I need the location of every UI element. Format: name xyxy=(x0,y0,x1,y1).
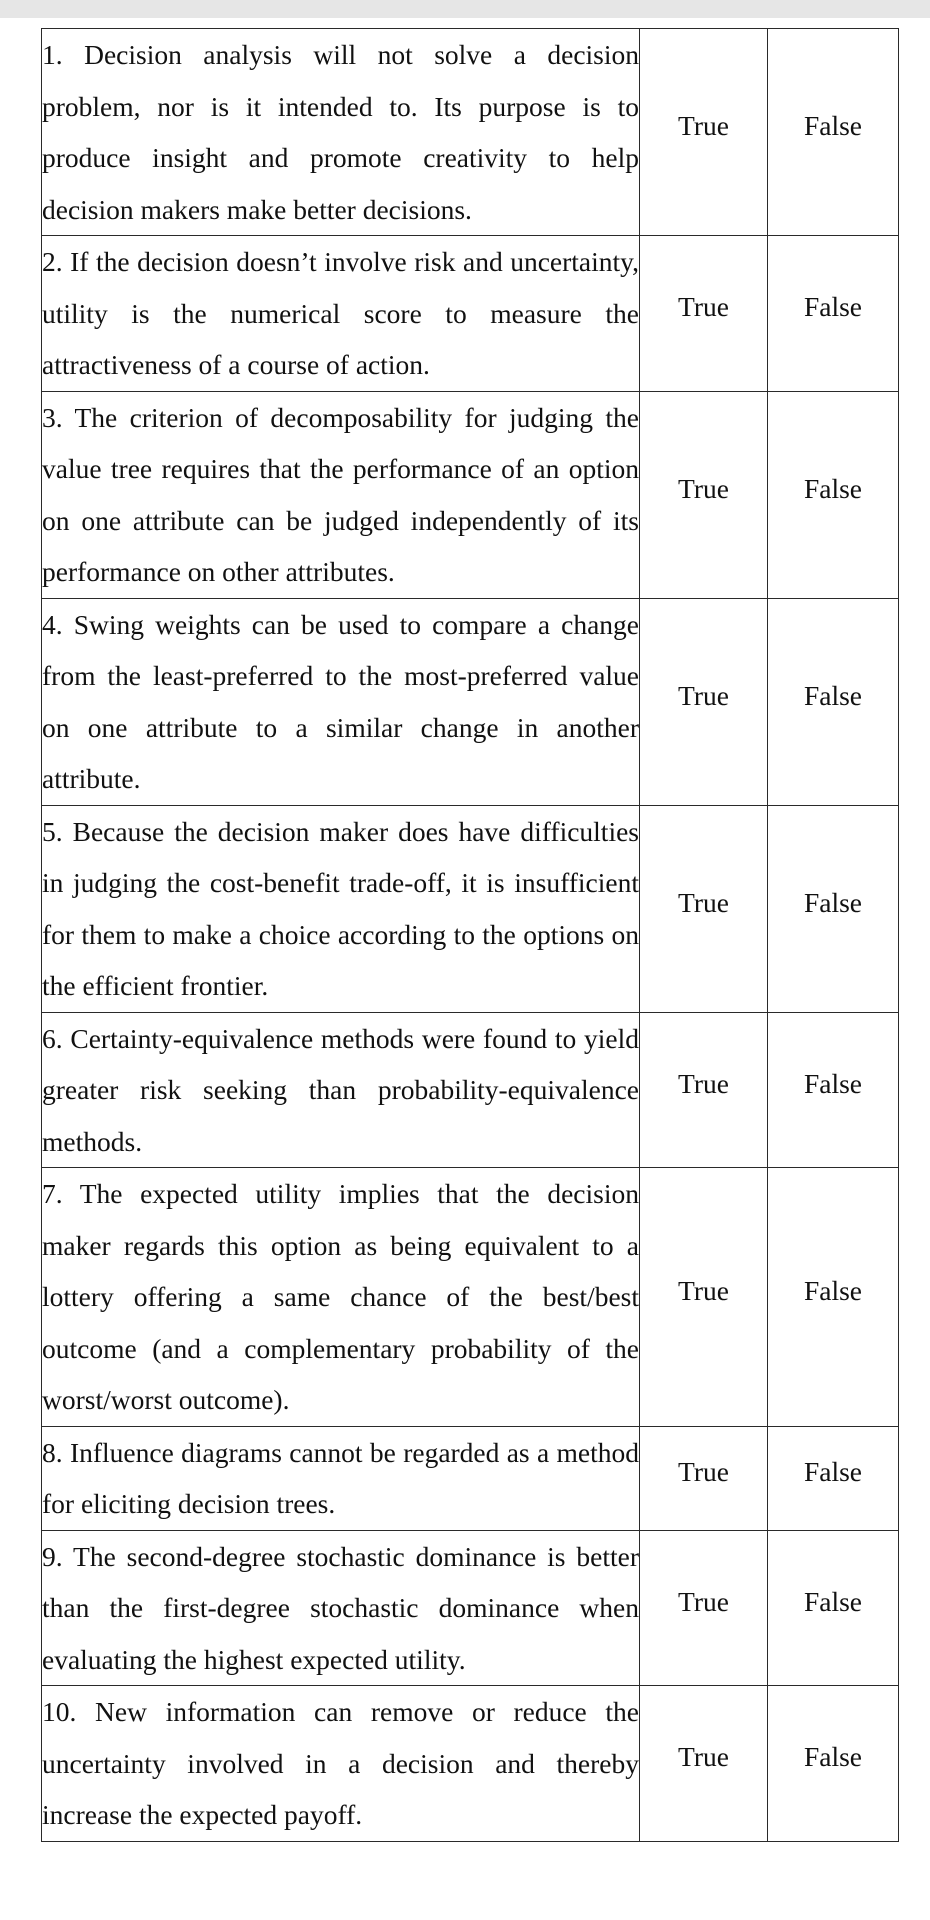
question-text-cell xyxy=(42,1012,640,1168)
top-bar xyxy=(0,0,930,18)
true-option[interactable] xyxy=(640,1530,768,1686)
question-number: 3. xyxy=(42,401,63,433)
question-text-cell xyxy=(42,391,640,598)
question-row xyxy=(42,1426,899,1530)
true-option-label: True xyxy=(678,472,729,504)
question-text: The criterion of decomposability for judging the value tree requires that the performance of an option on one attribute can be judged independently of its performance on other attributes. xyxy=(42,401,639,587)
question-text: Because the decision maker does have difficulties in judging the cost-benefit trade-off, it is insufficient for them to make a choice according to the options on the efficient frontier. xyxy=(42,815,639,1001)
question-text-cell xyxy=(42,1426,640,1530)
false-option-label: False xyxy=(803,1741,863,1773)
question-row xyxy=(42,805,899,1012)
question-number: 2. xyxy=(42,246,63,277)
question-row xyxy=(42,1686,899,1842)
true-false-table xyxy=(41,28,899,1842)
true-option[interactable] xyxy=(640,1686,768,1842)
false-option-label: False xyxy=(803,1585,863,1617)
question-text: Swing weights can be used to compare a change from the least-preferred to the most-preferred value on one attribute to a similar change in another attribute. xyxy=(42,608,640,794)
question-text-cell xyxy=(42,1168,640,1427)
false-option[interactable] xyxy=(768,1686,899,1842)
question-text: The second-degree stochastic dominance is better than the first-degree stochastic dominance when evaluating the highest expected utility. xyxy=(42,1540,639,1675)
true-option-label: True xyxy=(678,291,729,323)
question-row xyxy=(42,391,899,598)
question-text-cell xyxy=(42,598,640,805)
question-row xyxy=(42,1168,899,1427)
false-option[interactable] xyxy=(768,598,899,805)
true-option[interactable] xyxy=(640,1168,768,1427)
false-option[interactable] xyxy=(768,1530,899,1686)
true-option-label: True xyxy=(678,1274,729,1306)
false-option-label: False xyxy=(803,110,863,141)
false-option-label: False xyxy=(803,472,863,504)
false-option-label: False xyxy=(803,1274,863,1306)
false-option-label: False xyxy=(803,679,863,711)
question-row xyxy=(42,598,899,805)
true-option[interactable] xyxy=(640,805,768,1012)
question-number: 6. xyxy=(42,1022,63,1054)
question-number: 4. xyxy=(42,608,63,640)
question-text: The expected utility implies that the decision maker regards this option as being equivalent to a lottery offering a same chance of the best/best outcome (and a complementary probability of the worst/worst outcome). xyxy=(42,1178,639,1415)
true-option[interactable] xyxy=(640,1012,768,1168)
false-option-label: False xyxy=(803,291,863,323)
question-row xyxy=(42,1012,899,1168)
true-option-label: True xyxy=(678,679,729,711)
true-option-label: True xyxy=(678,110,729,141)
question-row xyxy=(42,29,899,236)
true-option-label: True xyxy=(678,1067,729,1099)
question-text: New information can remove or reduce the uncertainty involved in a decision and thereby increase the expected payoff. xyxy=(42,1696,639,1830)
question-text: If the decision doesn’t involve risk and uncertainty, utility is the numerical score to measure the attractiveness of a course of action. xyxy=(42,246,639,380)
question-text: Certainty-equivalence methods were found to yield greater risk seeking than probability-equivalence methods. xyxy=(42,1022,640,1157)
question-text-cell xyxy=(42,1686,640,1842)
question-number: 9. xyxy=(42,1540,63,1572)
question-number: 1. xyxy=(42,39,63,70)
false-option-label: False xyxy=(803,886,863,918)
true-option-label: True xyxy=(678,1741,729,1773)
false-option-label: False xyxy=(803,1456,863,1487)
question-text-cell xyxy=(42,236,640,392)
true-option[interactable] xyxy=(640,391,768,598)
question-number: 8. xyxy=(42,1436,63,1468)
false-option[interactable] xyxy=(768,805,899,1012)
question-text-cell xyxy=(42,805,640,1012)
true-option-label: True xyxy=(678,1585,729,1617)
true-option[interactable] xyxy=(640,598,768,805)
question-row xyxy=(42,236,899,392)
false-option[interactable] xyxy=(768,1168,899,1427)
true-option-label: True xyxy=(678,1456,729,1487)
false-option[interactable] xyxy=(768,391,899,598)
false-option[interactable] xyxy=(768,29,899,236)
false-option-label: False xyxy=(803,1067,863,1099)
question-row xyxy=(42,1530,899,1686)
question-text: Decision analysis will not solve a decision problem, nor is it intended to. Its purpose is to produce insight and promote creativity to help decision makers make better decisions. xyxy=(42,39,640,225)
true-option[interactable] xyxy=(640,1426,768,1530)
question-number: 10. xyxy=(42,1696,77,1727)
question-text-cell xyxy=(42,29,640,236)
true-option[interactable] xyxy=(640,29,768,236)
question-text-cell xyxy=(42,1530,640,1686)
false-option[interactable] xyxy=(768,236,899,392)
false-option[interactable] xyxy=(768,1426,899,1530)
true-option-label: True xyxy=(678,886,729,918)
true-option[interactable] xyxy=(640,236,768,392)
question-text: Influence diagrams cannot be regarded as a method for eliciting decision trees. xyxy=(42,1436,639,1519)
question-number: 7. xyxy=(42,1178,63,1209)
false-option[interactable] xyxy=(768,1012,899,1168)
question-number: 5. xyxy=(42,815,63,847)
